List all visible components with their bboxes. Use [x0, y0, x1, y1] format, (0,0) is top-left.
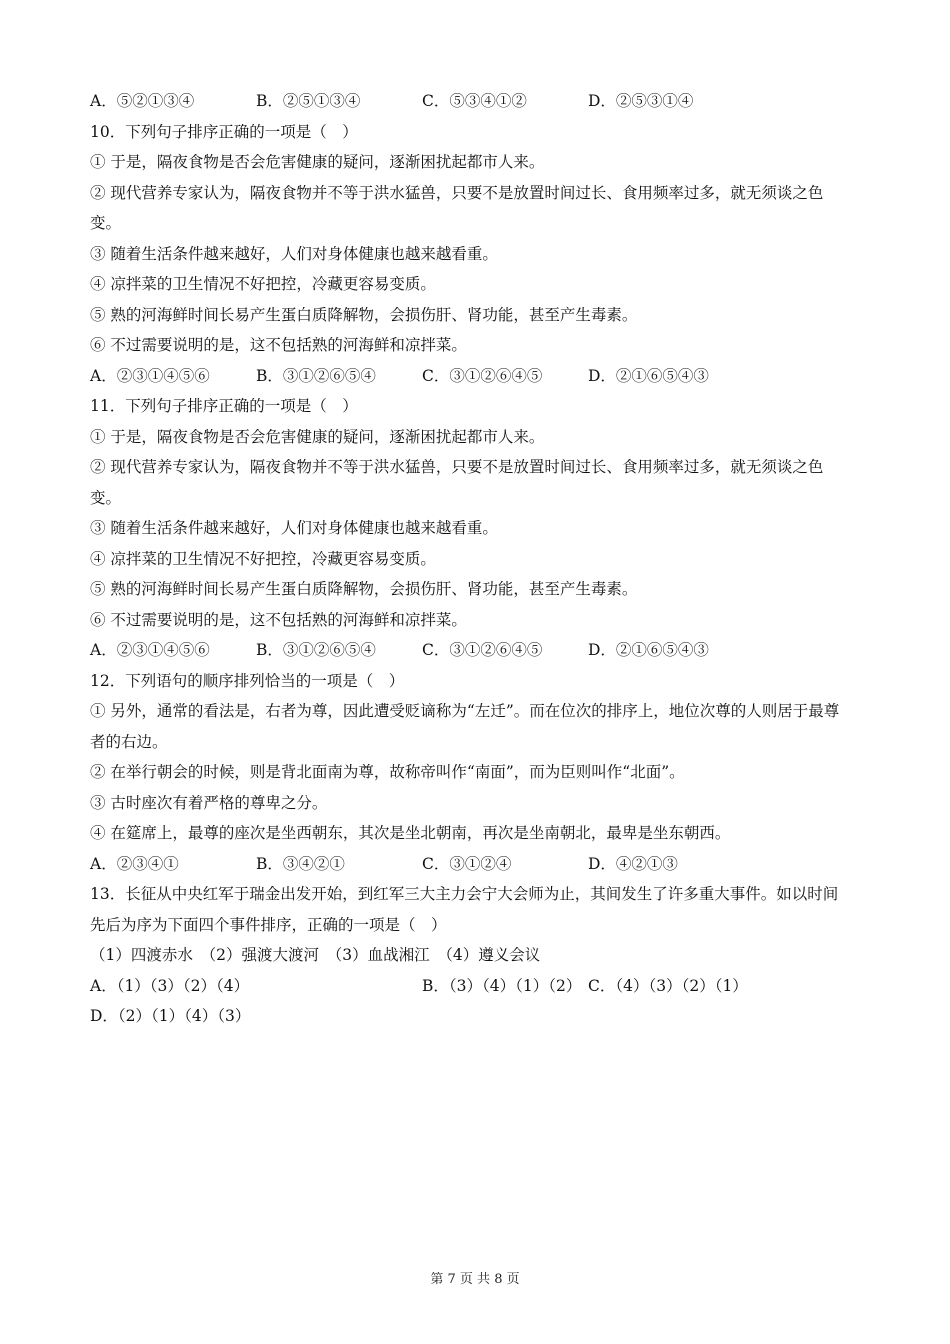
- q13-option-d: D．（2）（1）（4）（3）: [90, 1007, 251, 1025]
- q10-sentence-1: ① 于是，隔夜食物是否会危害健康的疑问，逐渐困扰起都市人来。: [90, 153, 545, 171]
- option-c: C．③①②④: [422, 854, 512, 873]
- q10-sentence-3: ③ 随着生活条件越来越好，人们对身体健康也越来越看重。: [90, 244, 498, 263]
- q9-options: [90, 86, 850, 117]
- option-c: C．⑤③④①②: [422, 92, 527, 110]
- option-d: D．②⑤③①④: [588, 92, 694, 110]
- q10-sentence-5: ⑤ 熟的河海鲜时间长易产生蛋白质降解物，会损伤肝、肾功能，甚至产生毒素。: [90, 305, 638, 324]
- option-a: A．②③④①: [90, 854, 179, 873]
- q12-sentence-2: ② 在举行朝会的时候，则是背北面南为尊，故称帝叫作“南面”，而为臣则叫作“北面”。: [90, 763, 685, 781]
- option-a: A．②③①④⑤⑥: [90, 641, 210, 659]
- option-c: C．③①②⑥④⑤: [422, 641, 543, 659]
- option-c: C．③①②⑥④⑤: [422, 366, 543, 385]
- q10-sentence-2: ② 现代营养专家认为，隔夜食物并不等于洪水猛兽，只要不是放置时间过长、食用频率过多，就无须谈之色变。: [90, 183, 824, 232]
- option-d: D．④②①③: [588, 854, 678, 873]
- option-d: D．②①⑥⑤④③: [588, 641, 709, 659]
- option-b: B．③④②①: [256, 854, 345, 873]
- q11-stem: 11．下列句子排序正确的一项是（ ）: [90, 397, 358, 415]
- q12-stem: 12．下列语句的顺序排列恰当的一项是（ ）: [90, 671, 405, 690]
- option-d: D．②①⑥⑤④③: [588, 366, 709, 385]
- page-footer: 第 7 页 共 8 页: [430, 1272, 520, 1287]
- q10-stem: 10．下列句子排序正确的一项是（ ）: [90, 122, 358, 141]
- q12-options: [90, 849, 850, 880]
- q10-sentence-4: ④ 凉拌菜的卫生情况不好把控，冷藏更容易变质。: [90, 275, 436, 293]
- option-b: B．②⑤①③④: [256, 92, 361, 110]
- q12-sentence-1: ① 另外，通常的看法是，右者为尊，因此遭受贬谪称为“左迁”。而在位次的排序上，地位次尊的人则居于最尊者的右边。: [90, 702, 840, 751]
- q11-sentence-2: ② 现代营养专家认为，隔夜食物并不等于洪水猛兽，只要不是放置时间过长、食用频率过多，就无须谈之色变。: [90, 458, 824, 507]
- q12-sentence-3: ③ 古时座次有着严格的尊卑之分。: [90, 793, 328, 812]
- q13-stem: 13．长征从中央红军于瑞金出发开始，到红军三大主力会宁大会师为止，其间发生了许多重大事件。如以时间先后为序为下面四个事件排序，正确的一项是（ ）: [90, 885, 839, 934]
- q11-sentence-6: ⑥ 不过需要说明的是，这不包括熟的河海鲜和凉拌菜。: [90, 610, 467, 629]
- q10-options: [90, 361, 850, 392]
- q11-options: [90, 635, 850, 666]
- q13-events: （1）四渡赤水 （2）强渡大渡河 （3）血战湘江 （4）遵义会议: [90, 946, 541, 964]
- option-b: B．③①②⑥⑤④: [256, 366, 376, 385]
- option-b: B．（3）（4）（1）（2）: [422, 976, 582, 995]
- q11-sentence-5: ⑤ 熟的河海鲜时间长易产生蛋白质降解物，会损伤肝、肾功能，甚至产生毒素。: [90, 580, 638, 598]
- option-b: B．③①②⑥⑤④: [256, 641, 376, 659]
- option-c: C．（4）（3）（2）（1）: [588, 976, 748, 995]
- option-a: A．②③①④⑤⑥: [90, 366, 210, 385]
- exam-page: [90, 86, 850, 1032]
- q13-options: [90, 971, 850, 1002]
- q12-sentence-4: ④ 在筵席上，最尊的座次是坐西朝东，其次是坐北朝南，再次是坐南朝北，最卑是坐东朝西。: [90, 824, 731, 842]
- option-a: A．⑤②①③④: [90, 92, 195, 110]
- q11-sentence-1: ① 于是，隔夜食物是否会危害健康的疑问，逐渐困扰起都市人来。: [90, 427, 545, 446]
- option-a: A．（1）（3）（2）（4）: [90, 976, 250, 995]
- q10-sentence-6: ⑥ 不过需要说明的是，这不包括熟的河海鲜和凉拌菜。: [90, 336, 467, 354]
- q11-sentence-3: ③ 随着生活条件越来越好，人们对身体健康也越来越看重。: [90, 519, 498, 537]
- q11-sentence-4: ④ 凉拌菜的卫生情况不好把控，冷藏更容易变质。: [90, 549, 436, 568]
